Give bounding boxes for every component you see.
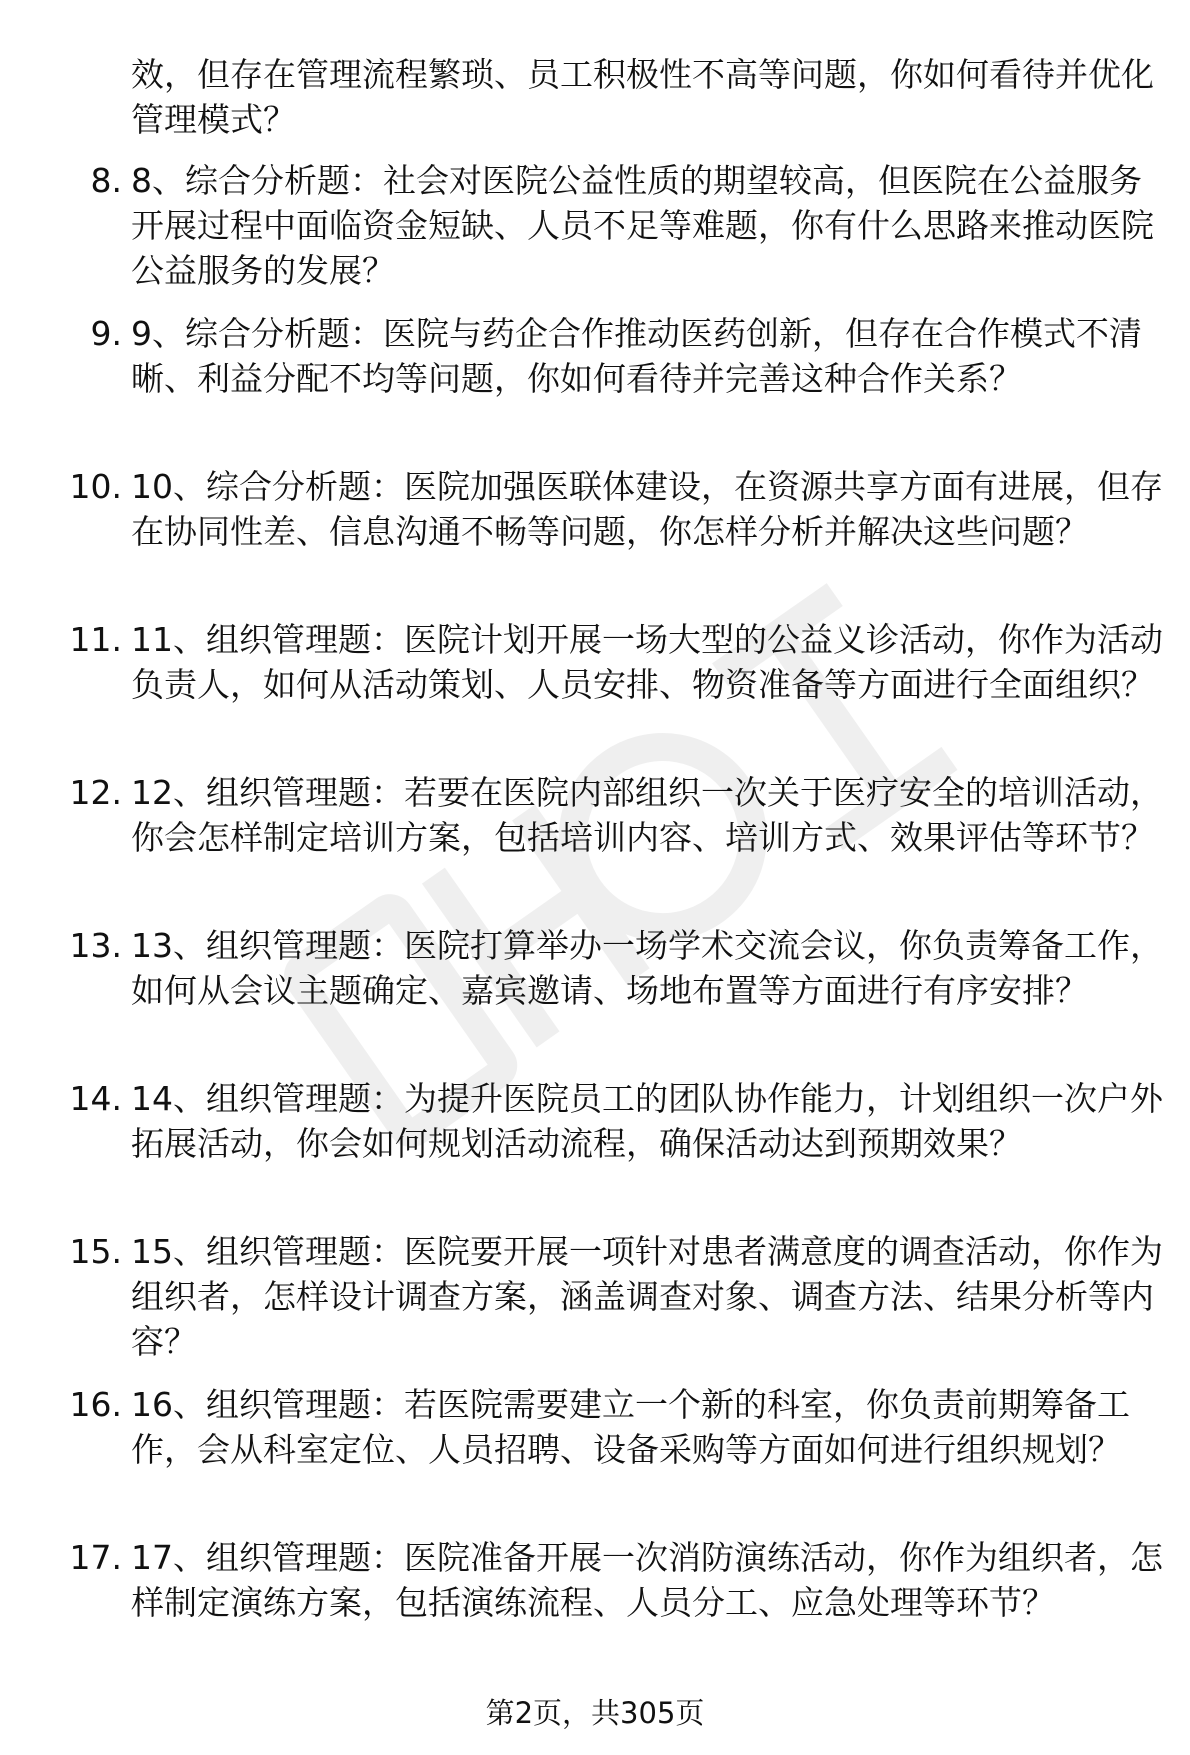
question-number: 17. bbox=[69, 1538, 122, 1577]
question-number: 11. bbox=[69, 620, 122, 659]
question-text: 13、组织管理题：医院打算举办一场学术交流会议，你负责筹备工作，如何从会议主题确定、嘉宾邀请、场地布置等方面进行有序安排？ bbox=[131, 926, 1163, 1010]
question-text: 17、组织管理题：医院准备开展一次消防演练活动，你作为组织者，怎样制定演练方案，包括演练流程、人员分工、应急处理等环节？ bbox=[131, 1538, 1163, 1622]
list-item bbox=[0, 311, 1190, 464]
list-item bbox=[0, 158, 1190, 311]
question-number: 9. bbox=[90, 314, 122, 353]
question-number: 10. bbox=[69, 467, 122, 506]
question-text: 8、综合分析题：社会对医院公益性质的期望较高，但医院在公益服务开展过程中面临资金短缺、人员不足等难题，你有什么思路来推动医院公益服务的发展？ bbox=[131, 161, 1154, 290]
question-text: 14、组织管理题：为提升医院员工的团队协作能力，计划组织一次户外拓展活动，你会如何规划活动流程，确保活动达到预期效果？ bbox=[131, 1079, 1163, 1163]
question-text: 9、综合分析题：医院与药企合作推动医药创新，但存在合作模式不清晰、利益分配不均等问题，你如何看待并完善这种合作关系？ bbox=[131, 314, 1142, 398]
question-text: 16、组织管理题：若医院需要建立一个新的科室，你负责前期筹备工作，会从科室定位、人员招聘、设备采购等方面如何进行组织规划？ bbox=[131, 1385, 1130, 1469]
list-item bbox=[0, 923, 1190, 1076]
list-item bbox=[0, 1076, 1190, 1229]
list-item bbox=[0, 1382, 1190, 1535]
list-item bbox=[0, 1535, 1190, 1688]
continuation-paragraph: 效，但存在管理流程繁琐、员工积极性不高等问题，你如何看待并优化管理模式？ bbox=[131, 55, 1154, 139]
question-number: 12. bbox=[69, 773, 122, 812]
question-number: 16. bbox=[69, 1385, 122, 1424]
list-item bbox=[0, 464, 1190, 617]
question-text: 11、组织管理题：医院计划开展一场大型的公益义诊活动，你作为活动负责人，如何从活动策划、人员安排、物资准备等方面进行全面组织？ bbox=[131, 620, 1163, 704]
page-footer: 第2页，共305页 bbox=[485, 1696, 705, 1730]
question-text: 15、组织管理题：医院要开展一项针对患者满意度的调查活动，你作为组织者，怎样设计调查方案，涵盖调查对象、调查方法、结果分析等内容？ bbox=[131, 1232, 1163, 1361]
question-list bbox=[0, 158, 1190, 1688]
list-item bbox=[0, 1229, 1190, 1382]
list-item bbox=[0, 617, 1190, 770]
question-text: 12、组织管理题：若要在医院内部组织一次关于医疗安全的培训活动，你会怎样制定培训方案，包括培训内容、培训方式、效果评估等环节？ bbox=[131, 773, 1163, 857]
question-number: 14. bbox=[69, 1079, 122, 1118]
question-number: 13. bbox=[69, 926, 122, 965]
question-text: 10、综合分析题：医院加强医联体建设，在资源共享方面有进展，但存在协同性差、信息沟通不畅等问题，你怎样分析并解决这些问题？ bbox=[131, 467, 1163, 551]
question-number: 8. bbox=[90, 161, 122, 200]
question-number: 15. bbox=[69, 1232, 122, 1271]
list-item bbox=[0, 770, 1190, 923]
